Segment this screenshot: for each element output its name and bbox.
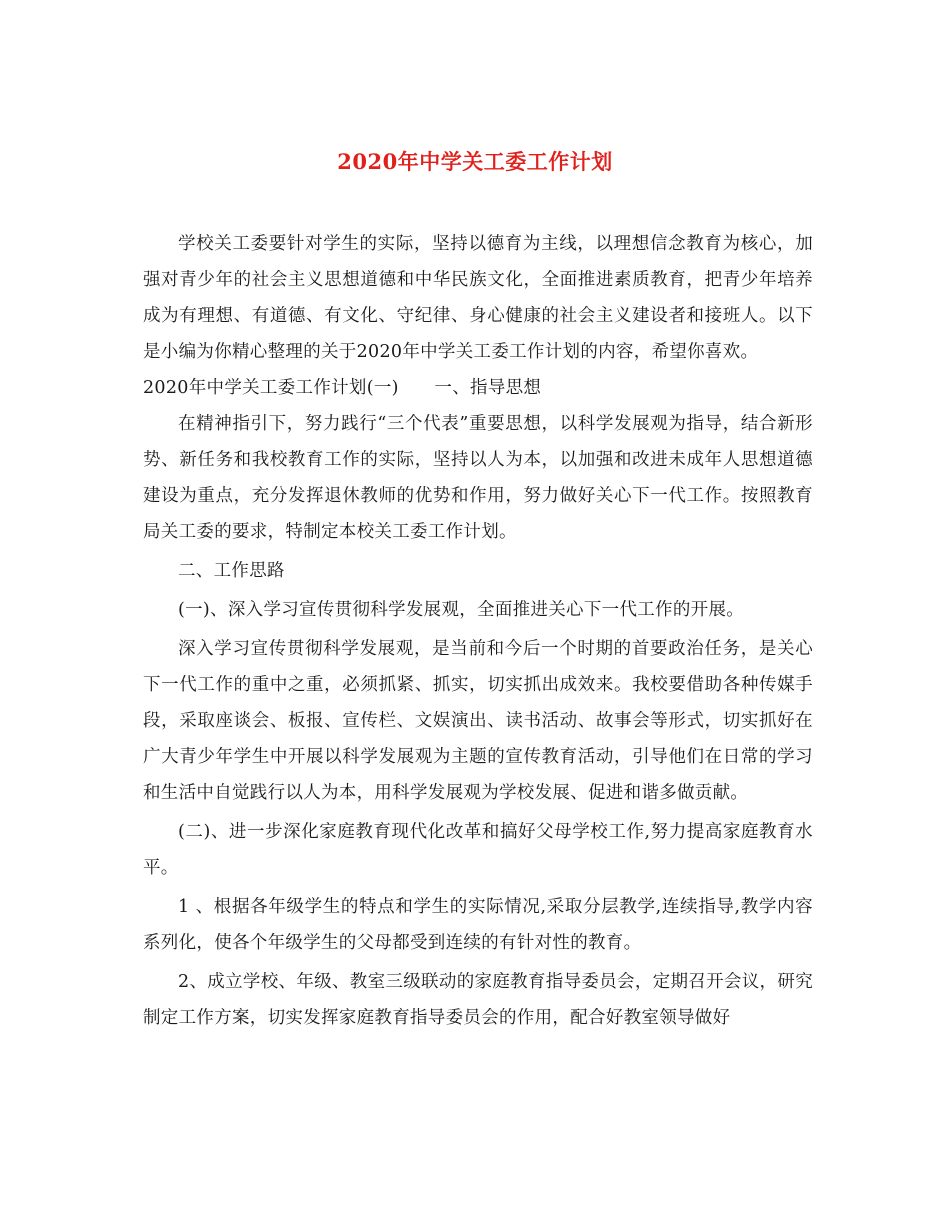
document-title: 2020年中学关工委工作计划: [337, 149, 613, 174]
section-heading-work-ideas: 二、工作思路: [178, 561, 285, 581]
item-one-paragraph: 1 、根据各年级学生的特点和学生的实际情况,采取分层教学,连续指导,教学内容系列化，使各个年级学生的父母都受到连续的有针对性的教育。: [143, 897, 813, 953]
item-two-paragraph: 2、成立学校、年级、教室三级联动的家庭教育指导委员会，定期召开会议，研究制定工作方案，切实发挥家庭教育指导委员会的作用，配合好教室领导做好: [143, 972, 813, 1028]
subheading-one: (一)、深入学习宣传贯彻科学发展观，全面推进关心下一代工作的开展。: [178, 600, 745, 620]
guiding-thought-paragraph: 在精神指引下，努力践行“三个代表”重要思想，以科学发展观为指导，结合新形势、新任务和我校教育工作的实际，坚持以人为本，以加强和改进未成年人思想道德建设为重点，充分发挥退休教师的优势和作用，努力做好关心下一代工作。按照教育局关工委的要求，特制定本校关工委工作计划。: [143, 414, 813, 542]
intro-paragraph: 学校关工委要针对学生的实际，坚持以德育为主线，以理想信念教育为核心，加强对青少年的社会主义思想道德和中华民族文化，全面推进素质教育，把青少年培养成为有理想、有道德、有文化、守纪律、身心健康的社会主义建设者和接班人。以下是小编为你精心整理的关于2020年中学关工委工作计划的内容，希望你喜欢。: [143, 234, 813, 362]
plan-heading-line: 2020年中学关工委工作计划(一) 一、指导思想: [143, 378, 542, 398]
document-body: [143, 226, 813, 1036]
study-paragraph: 深入学习宣传贯彻科学发展观，是当前和今后一个时期的首要政治任务，是关心下一代工作的重中之重，必须抓紧、抓实，切实抓出成效来。我校要借助各种传媒手段，采取座谈会、板报、宣传栏、文娱演出、读书活动、故事会等形式，切实抓好在广大青少年学生中开展以科学发展观为主题的宣传教育活动，引导他们在日常的学习和生活中自觉践行以人为本，用科学发展观为学校发展、促进和谐多做贡献。: [143, 639, 813, 803]
subheading-two: (二)、进一步深化家庭教育现代化改革和搞好父母学校工作,努力提高家庭教育水平。: [143, 822, 813, 878]
